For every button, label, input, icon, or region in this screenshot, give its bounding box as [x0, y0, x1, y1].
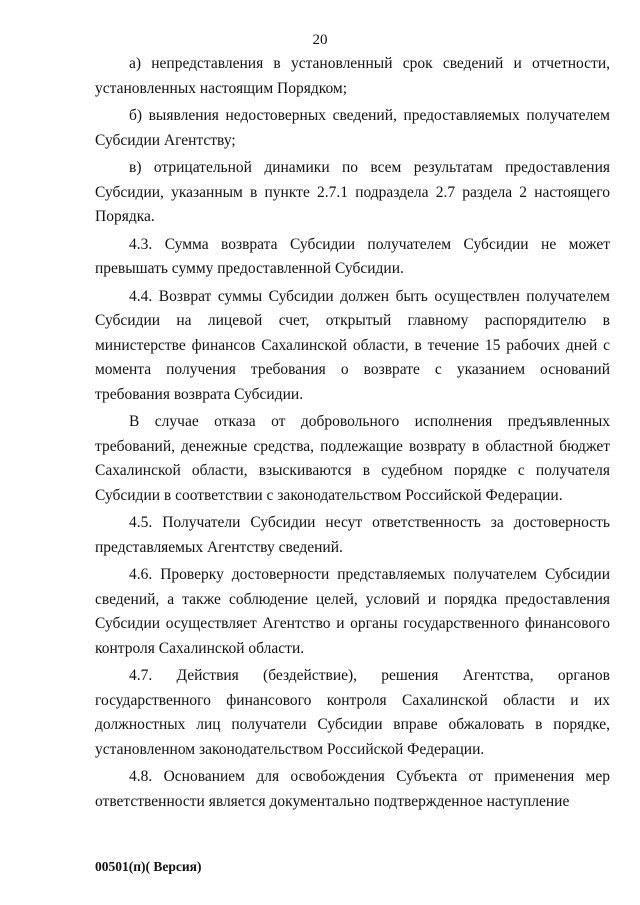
paragraph-refusal: В случае отказа от добровольного исполнения предъявленных требований, денежные средства, подлежащие возврату в областной бюджет Сахалинской области, взыскиваются в судебном порядке с получателя Субсидии в соответствии с законодательством Российской Федерации. — [95, 413, 610, 504]
paragraph-4-4: 4.4. Возврат суммы Субсидии должен быть осуществлен получателем Субсидии на лицевой счет, открытый главному распорядителю в министерстве финансов Сахалинской области, в течение 15 рабочих дней с момента получения требования о возврате с указанием оснований требования возврата Субсидии. — [95, 287, 610, 403]
paragraph-4-6: 4.6. Проверку достоверности представляемых получателем Субсидии сведений, а также соблюдение целей, условий и порядка предоставления Субсидии осуществляет Агентство и органы государственного финансового контроля Сахалинской области. — [95, 566, 610, 657]
paragraph-item-b: б) выявления недостоверных сведений, предоставляемых получателем Субсидии Агентству; — [95, 107, 610, 149]
document-body — [95, 52, 610, 817]
paragraph-4-3: 4.3. Сумма возврата Субсидии получателем Субсидии не может превышать сумму предоставленной Субсидии. — [95, 235, 610, 277]
document-code-footer: 00501(п)( Версия) — [95, 859, 202, 874]
paragraph-4-5: 4.5. Получатели Субсидии несут ответственность за достоверность представляемых Агентству сведений. — [95, 514, 610, 556]
paragraph-item-c: в) отрицательной динамики по всем результатам предоставления Субсидии, указанным в пункте 2.7.1 подраздела 2.7 раздела 2 настоящего Порядка. — [95, 159, 610, 225]
paragraph-4-7: 4.7. Действия (бездействие), решения Агентства, органов государственного финансового контроля Сахалинской области и их должностных лиц получатели Субсидии вправе обжаловать в порядке, установленном законодательством Российской Федерации. — [95, 667, 610, 758]
paragraph-4-8: 4.8. Основанием для освобождения Субъекта от применения мер ответственности является документально подтвержденное наступление — [95, 768, 610, 810]
paragraph-item-a: а) непредставления в установленный срок сведений и отчетности, установленных настоящим Порядком; — [95, 55, 610, 97]
page-number: 20 — [312, 32, 328, 48]
